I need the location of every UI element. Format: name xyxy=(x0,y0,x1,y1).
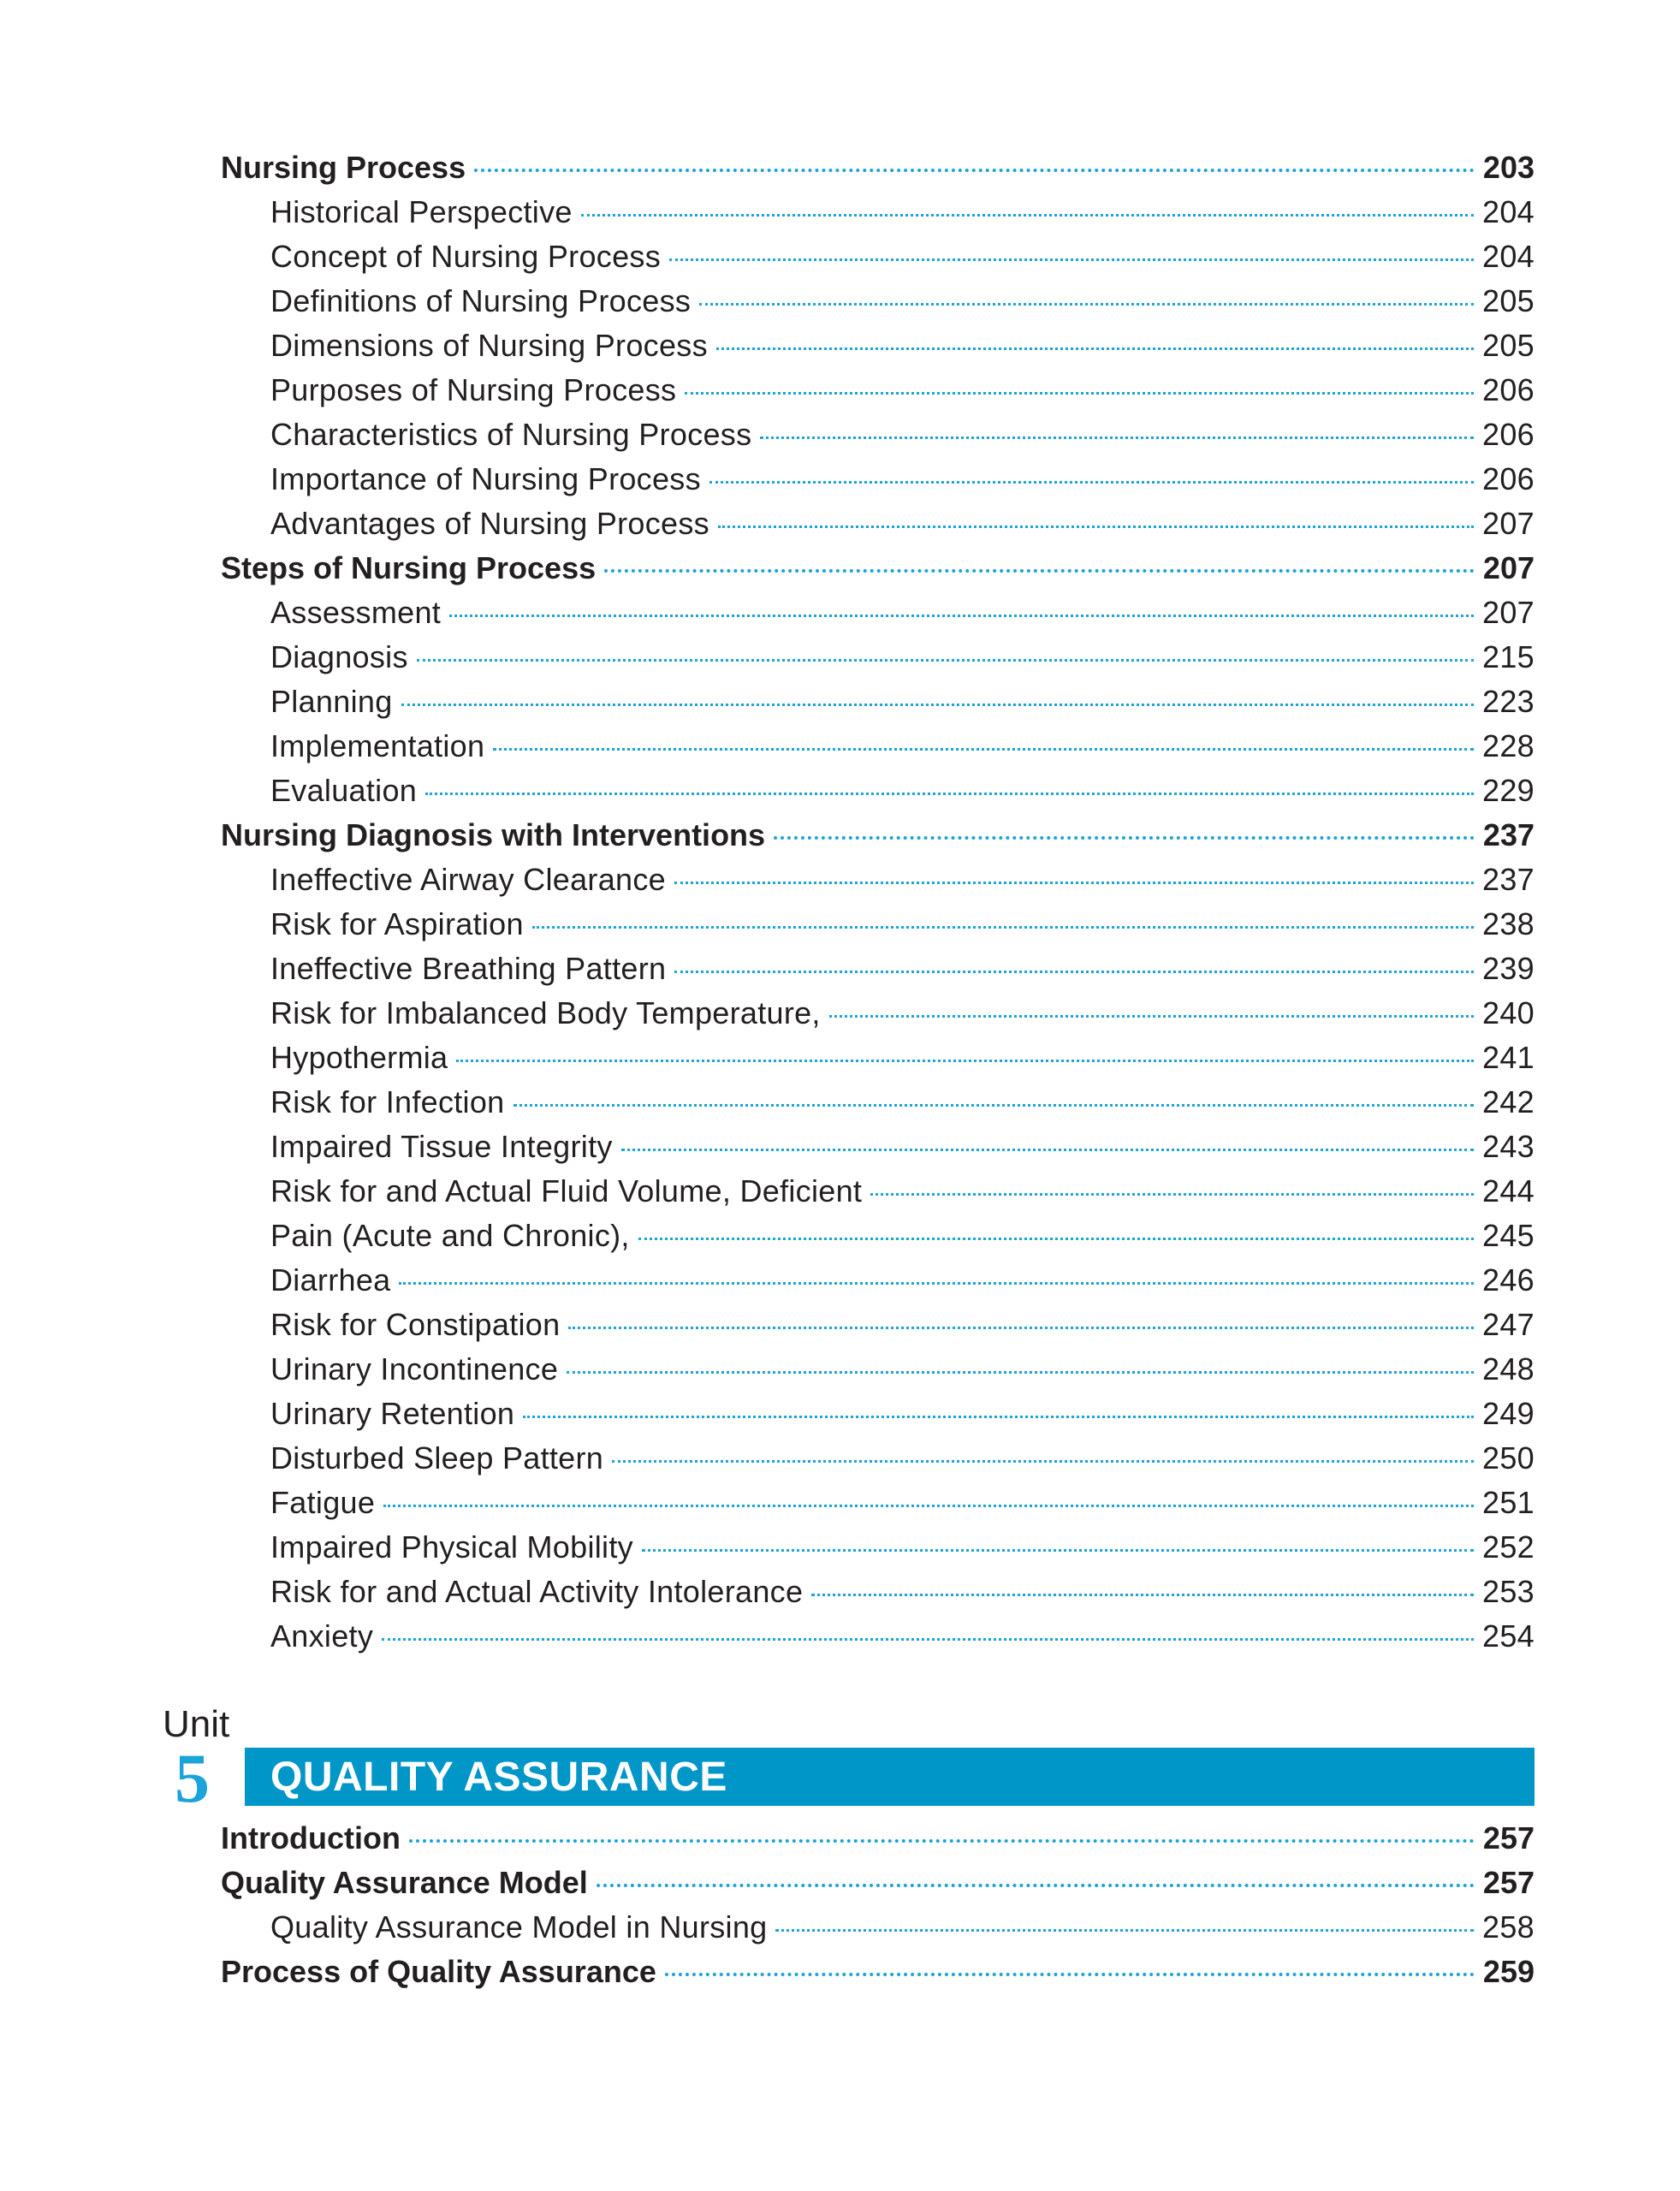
toc-entry-title: Diagnosis xyxy=(270,639,408,674)
toc-entry-title: Disturbed Sleep Pattern xyxy=(270,1440,604,1476)
dot-leader xyxy=(383,1505,1474,1507)
toc-entry-sub xyxy=(221,1347,1535,1392)
toc-entry-page-number: 244 xyxy=(1482,1173,1535,1208)
toc-entry-title: Ineffective Airway Clearance xyxy=(270,862,666,897)
toc-entry-title: Implementation xyxy=(270,728,485,763)
toc-entry-main xyxy=(221,546,1535,591)
toc-entry-title: Dimensions of Nursing Process xyxy=(270,328,708,363)
dot-leader xyxy=(674,882,1474,884)
toc-entry-sub xyxy=(221,1525,1535,1570)
toc-entry-page-number: 247 xyxy=(1482,1307,1535,1342)
toc-entry-title: Advantages of Nursing Process xyxy=(270,506,709,541)
toc-entry-title: Pain (Acute and Chronic), xyxy=(270,1218,630,1253)
toc-entry-sub xyxy=(221,324,1535,368)
dot-leader xyxy=(382,1638,1474,1641)
toc-entry-page-number: 250 xyxy=(1482,1440,1535,1476)
toc-entry-sub xyxy=(221,1570,1535,1614)
dot-leader xyxy=(665,1973,1475,1976)
toc-entry-sub xyxy=(221,1392,1535,1436)
dot-leader xyxy=(642,1549,1474,1552)
toc-entry-title: Quality Assurance Model in Nursing xyxy=(270,1909,768,1945)
toc-entry-title: Risk for Infection xyxy=(270,1084,505,1119)
toc-entry-page-number: 204 xyxy=(1482,239,1535,274)
dot-leader xyxy=(425,793,1474,795)
dot-leader xyxy=(449,615,1474,617)
toc-entry-title: Urinary Incontinence xyxy=(270,1351,559,1386)
toc-entry-title: Concept of Nursing Process xyxy=(270,239,662,274)
toc-entry-title: Purposes of Nursing Process xyxy=(270,372,677,407)
dot-leader xyxy=(709,481,1474,484)
toc-entry-title: Process of Quality Assurance xyxy=(221,1954,656,1989)
dot-leader xyxy=(669,258,1474,261)
toc-entry-sub xyxy=(221,724,1535,769)
toc-entry-page-number: 207 xyxy=(1482,550,1535,585)
toc-entry-sub xyxy=(221,457,1535,502)
toc-entry-title: Introduction xyxy=(221,1820,401,1856)
toc-entry-title: Impaired Physical Mobility xyxy=(270,1529,633,1565)
toc-entry-sub xyxy=(221,1214,1535,1258)
toc-entry-page-number: 245 xyxy=(1482,1218,1535,1253)
dot-leader xyxy=(870,1193,1474,1196)
toc-entry-sub xyxy=(221,368,1535,413)
toc-entry-title: Hypothermia xyxy=(270,1040,448,1075)
dot-leader xyxy=(716,347,1474,350)
toc-entry-title: Nursing Process xyxy=(221,150,466,185)
toc-entry-page-number: 223 xyxy=(1482,684,1535,719)
dot-leader xyxy=(685,392,1474,395)
toc-entry-sub xyxy=(221,1614,1535,1659)
toc-entry-sub xyxy=(221,413,1535,457)
dot-leader xyxy=(760,436,1474,439)
toc-entry-page-number: 254 xyxy=(1482,1618,1535,1654)
toc-entry-page-number: 257 xyxy=(1482,1865,1535,1900)
dot-leader xyxy=(597,1884,1475,1887)
toc-entry-sub xyxy=(221,769,1535,813)
toc-entry-sub xyxy=(221,502,1535,546)
toc-entry-main xyxy=(221,1861,1535,1905)
unit-title: QUALITY ASSURANCE xyxy=(270,1754,727,1800)
toc-entry-title: Ineffective Breathing Pattern xyxy=(270,951,667,986)
toc-entry-sub xyxy=(221,1436,1535,1481)
toc-entry-page-number: 205 xyxy=(1482,328,1535,363)
dot-leader xyxy=(401,704,1475,706)
toc-entry-sub xyxy=(221,1036,1535,1080)
toc-entry-title: Risk for Imbalanced Body Temperature, xyxy=(270,995,821,1030)
unit-label: Unit xyxy=(163,1703,230,1745)
dot-leader xyxy=(417,659,1474,662)
toc-entry-title: Risk for and Actual Fluid Volume, Deficient xyxy=(270,1173,863,1208)
toc-entry-main xyxy=(221,1950,1535,1994)
dot-leader xyxy=(638,1238,1474,1240)
dot-leader xyxy=(775,1929,1474,1932)
toc-entry-title: Assessment xyxy=(270,595,442,630)
toc-entry-page-number: 246 xyxy=(1482,1262,1535,1297)
toc-entry-title: Diarrhea xyxy=(270,1262,391,1297)
toc-entry-page-number: 259 xyxy=(1482,1954,1535,1989)
toc-entry-title: Urinary Retention xyxy=(270,1396,515,1431)
dot-leader xyxy=(567,1371,1474,1374)
toc-entry-title: Risk for Aspiration xyxy=(270,906,524,941)
toc-entry-page-number: 207 xyxy=(1482,506,1535,541)
toc-section-bottom xyxy=(221,1816,1535,1994)
toc-entry-page-number: 238 xyxy=(1482,906,1535,941)
toc-entry-title: Evaluation xyxy=(270,773,418,808)
toc-entry-page-number: 203 xyxy=(1482,150,1535,185)
toc-entry-sub xyxy=(221,1125,1535,1169)
toc-entry-page-number: 207 xyxy=(1482,595,1535,630)
dot-leader xyxy=(523,1416,1474,1418)
toc-entry-page-number: 241 xyxy=(1482,1040,1535,1075)
toc-entry-title: Quality Assurance Model xyxy=(221,1865,588,1900)
toc-entry-page-number: 253 xyxy=(1482,1574,1535,1609)
dot-leader xyxy=(699,303,1474,306)
dot-leader xyxy=(532,926,1474,929)
dot-leader xyxy=(409,1839,1475,1843)
toc-entry-title: Characteristics of Nursing Process xyxy=(270,417,752,452)
toc-entry-main xyxy=(221,813,1535,858)
dot-leader xyxy=(718,525,1474,528)
toc-entry-title: Fatigue xyxy=(270,1485,376,1520)
toc-entry-page-number: 237 xyxy=(1482,862,1535,897)
dot-leader xyxy=(829,1015,1474,1018)
toc-entry-sub xyxy=(221,235,1535,279)
toc-entry-main xyxy=(221,145,1535,190)
toc-entry-title: Steps of Nursing Process xyxy=(221,550,597,585)
toc-entry-sub xyxy=(221,1080,1535,1125)
toc-entry-page-number: 249 xyxy=(1482,1396,1535,1431)
dot-leader xyxy=(604,569,1475,573)
toc-entry-sub xyxy=(221,1905,1535,1950)
toc-entry-sub xyxy=(221,858,1535,902)
toc-entry-page-number: 251 xyxy=(1482,1485,1535,1520)
toc-entry-title: Historical Perspective xyxy=(270,194,573,229)
dot-leader xyxy=(774,836,1475,840)
toc-entry-sub xyxy=(221,635,1535,680)
toc-entry-title: Risk for Constipation xyxy=(270,1307,561,1342)
toc-entry-page-number: 248 xyxy=(1482,1351,1535,1386)
toc-entry-sub xyxy=(221,1258,1535,1303)
dot-leader xyxy=(621,1149,1474,1151)
dot-leader xyxy=(581,214,1474,217)
toc-entry-page-number: 215 xyxy=(1482,639,1535,674)
toc-entry-sub xyxy=(221,680,1535,724)
toc-entry-page-number: 206 xyxy=(1482,461,1535,496)
toc-entry-sub xyxy=(221,1481,1535,1525)
toc-entry-title: Impaired Tissue Integrity xyxy=(270,1129,613,1164)
toc-entry-sub xyxy=(221,1303,1535,1347)
toc-entry-title: Definitions of Nursing Process xyxy=(270,283,692,318)
dot-leader xyxy=(474,169,1475,172)
toc-entry-sub xyxy=(221,991,1535,1036)
unit-title-bar xyxy=(245,1748,1535,1806)
toc-entry-sub xyxy=(221,279,1535,324)
toc-entry-page-number: 243 xyxy=(1482,1129,1535,1164)
toc-entry-page-number: 258 xyxy=(1482,1909,1535,1945)
toc-entry-page-number: 237 xyxy=(1482,817,1535,852)
toc-entry-page-number: 206 xyxy=(1482,372,1535,407)
dot-leader xyxy=(612,1460,1474,1463)
toc-entry-page-number: 228 xyxy=(1482,728,1535,763)
toc-entry-sub xyxy=(221,1169,1535,1214)
toc-entry-page-number: 257 xyxy=(1482,1820,1535,1856)
toc-entry-page-number: 206 xyxy=(1482,417,1535,452)
toc-entry-sub xyxy=(221,902,1535,947)
toc-entry-title: Nursing Diagnosis with Interventions xyxy=(221,817,766,852)
toc-entry-sub xyxy=(221,947,1535,991)
toc-entry-title: Planning xyxy=(270,684,393,719)
toc-entry-sub xyxy=(221,190,1535,235)
toc-entry-page-number: 239 xyxy=(1482,951,1535,986)
toc-entry-sub xyxy=(221,591,1535,635)
dot-leader xyxy=(674,971,1474,973)
unit-number: 5 xyxy=(175,1739,210,1817)
dot-leader xyxy=(456,1060,1474,1062)
dot-leader xyxy=(568,1327,1474,1329)
toc-entry-page-number: 229 xyxy=(1482,773,1535,808)
toc-section-top xyxy=(221,145,1535,1659)
toc-entry-page-number: 204 xyxy=(1482,194,1535,229)
toc-entry-main xyxy=(221,1816,1535,1861)
toc-entry-page-number: 242 xyxy=(1482,1084,1535,1119)
unit-header xyxy=(163,1703,1535,1817)
dot-leader xyxy=(399,1282,1474,1285)
toc-entry-title: Importance of Nursing Process xyxy=(270,461,701,496)
toc-entry-page-number: 240 xyxy=(1482,995,1535,1030)
dot-leader xyxy=(513,1104,1475,1107)
dot-leader xyxy=(811,1594,1474,1596)
dot-leader xyxy=(493,748,1474,751)
toc-entry-title: Anxiety xyxy=(270,1618,374,1654)
toc-entry-page-number: 252 xyxy=(1482,1529,1535,1565)
toc-entry-title: Risk for and Actual Activity Intolerance xyxy=(270,1574,804,1609)
toc-entry-page-number: 205 xyxy=(1482,283,1535,318)
